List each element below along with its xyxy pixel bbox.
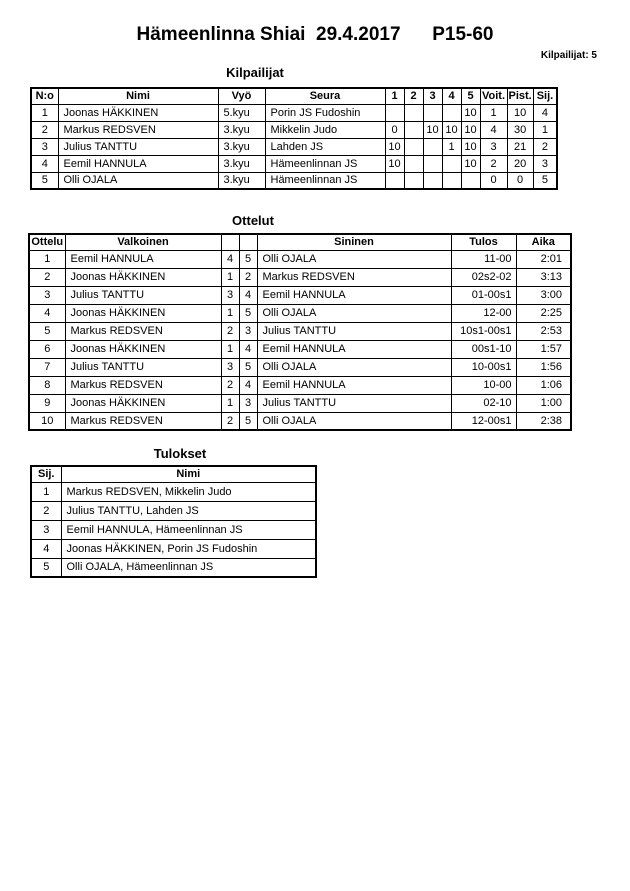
white-fighter-name: Julius TANTTU [65, 358, 221, 376]
white-fighter-name: Joonas HÄKKINEN [65, 394, 221, 412]
competitor-belt: 5.kyu [218, 104, 265, 121]
match-number: 7 [29, 358, 65, 376]
match-time: 1:56 [516, 358, 571, 376]
blue-fighter-number: 5 [239, 304, 257, 322]
tulokset-table [30, 465, 317, 578]
blue-fighter-name: Eemil HANNULA [257, 340, 451, 358]
result-vs-1: 0 [385, 121, 404, 138]
match-time: 1:00 [516, 394, 571, 412]
result-vs-5: 10 [461, 155, 480, 172]
table-row [29, 322, 571, 340]
col-header-3: 3 [423, 88, 442, 104]
table-row [31, 501, 316, 520]
blue-fighter-name: Julius TANTTU [257, 322, 451, 340]
match-number: 4 [29, 304, 65, 322]
match-result: 10s1-00s1 [451, 322, 516, 340]
col-header-place: Sij. [533, 88, 557, 104]
competitor-no: 1 [31, 104, 58, 121]
result-vs-3 [423, 104, 442, 121]
table-row [29, 250, 571, 268]
blue-fighter-number: 4 [239, 376, 257, 394]
col-header-blue-number [239, 234, 257, 250]
match-result: 10-00 [451, 376, 516, 394]
points-cell: 0 [507, 172, 533, 189]
match-result: 11-00 [451, 250, 516, 268]
white-fighter-number: 1 [221, 268, 239, 286]
table-row [29, 376, 571, 394]
competitor-no: 3 [31, 138, 58, 155]
match-number: 6 [29, 340, 65, 358]
match-number: 1 [29, 250, 65, 268]
blue-fighter-name: Olli OJALA [257, 412, 451, 430]
competitor-club: Hämeenlinnan JS [265, 172, 385, 189]
competitor-club: Lahden JS [265, 138, 385, 155]
kilpailijat-heading: Kilpailijat [226, 65, 284, 80]
match-result: 02-10 [451, 394, 516, 412]
white-fighter-number: 3 [221, 286, 239, 304]
col-header-name: Nimi [58, 88, 218, 104]
col-header-result: Tulos [451, 234, 516, 250]
white-fighter-name: Joonas HÄKKINEN [65, 340, 221, 358]
blue-fighter-name: Eemil HANNULA [257, 286, 451, 304]
blue-fighter-name: Olli OJALA [257, 250, 451, 268]
page-title: Hämeenlinna Shiai 29.4.2017 P15-60 [136, 24, 494, 45]
result-vs-1: 10 [385, 138, 404, 155]
table-row [29, 340, 571, 358]
competitor-count: Kilpailijat: 5 [540, 50, 597, 61]
blue-fighter-number: 4 [239, 286, 257, 304]
competitor-club: Porin JS Fudoshin [265, 104, 385, 121]
match-number: 8 [29, 376, 65, 394]
col-header-points: Pist. [507, 88, 533, 104]
competitor-name: Joonas HÄKKINEN [58, 104, 218, 121]
result-vs-5 [461, 172, 480, 189]
competitor-belt: 3.kyu [218, 138, 265, 155]
match-time: 2:53 [516, 322, 571, 340]
result-vs-4 [442, 172, 461, 189]
competitor-belt: 3.kyu [218, 121, 265, 138]
result-vs-5: 10 [461, 121, 480, 138]
result-vs-3 [423, 172, 442, 189]
match-time: 3:13 [516, 268, 571, 286]
blue-fighter-name: Julius TANTTU [257, 394, 451, 412]
col-header-name: Nimi [61, 466, 316, 482]
points-cell: 21 [507, 138, 533, 155]
col-header-5: 5 [461, 88, 480, 104]
result-vs-5: 10 [461, 104, 480, 121]
competitor-belt: 3.kyu [218, 155, 265, 172]
white-fighter-number: 3 [221, 358, 239, 376]
result-vs-4 [442, 155, 461, 172]
table-row [31, 121, 557, 138]
competitor-no: 5 [31, 172, 58, 189]
ottelut-table [28, 233, 572, 431]
match-number: 5 [29, 322, 65, 340]
blue-fighter-number: 2 [239, 268, 257, 286]
col-header-club: Seura [265, 88, 385, 104]
place-cell: 3 [533, 155, 557, 172]
final-name: Joonas HÄKKINEN, Porin JS Fudoshin [61, 539, 316, 558]
white-fighter-number: 2 [221, 322, 239, 340]
match-time: 1:06 [516, 376, 571, 394]
col-header-white-number [221, 234, 239, 250]
result-vs-1 [385, 172, 404, 189]
table-header-row [31, 466, 316, 482]
table-row [29, 394, 571, 412]
blue-fighter-name: Olli OJALA [257, 358, 451, 376]
result-vs-2 [404, 138, 423, 155]
match-number: 3 [29, 286, 65, 304]
white-fighter-name: Markus REDSVEN [65, 376, 221, 394]
table-row [29, 304, 571, 322]
col-header-place: Sij. [31, 466, 61, 482]
competitor-belt: 3.kyu [218, 172, 265, 189]
col-header-blue: Sininen [257, 234, 451, 250]
ottelut-heading: Ottelut [232, 213, 274, 228]
blue-fighter-name: Eemil HANNULA [257, 376, 451, 394]
competitor-name: Olli OJALA [58, 172, 218, 189]
white-fighter-name: Markus REDSVEN [65, 412, 221, 430]
wins-cell: 3 [480, 138, 507, 155]
match-time: 2:25 [516, 304, 571, 322]
table-header-row [29, 234, 571, 250]
col-header-match: Ottelu [29, 234, 65, 250]
match-result: 10-00s1 [451, 358, 516, 376]
competitor-no: 4 [31, 155, 58, 172]
result-vs-3 [423, 138, 442, 155]
match-number: 2 [29, 268, 65, 286]
place-cell: 1 [533, 121, 557, 138]
match-time: 1:57 [516, 340, 571, 358]
wins-cell: 4 [480, 121, 507, 138]
table-row [31, 155, 557, 172]
col-header-wins: Voit. [480, 88, 507, 104]
result-vs-2 [404, 172, 423, 189]
white-fighter-name: Joonas HÄKKINEN [65, 304, 221, 322]
col-header-time: Aika [516, 234, 571, 250]
match-time: 2:01 [516, 250, 571, 268]
final-name: Eemil HANNULA, Hämeenlinnan JS [61, 520, 316, 539]
white-fighter-name: Julius TANTTU [65, 286, 221, 304]
white-fighter-number: 2 [221, 376, 239, 394]
wins-cell: 1 [480, 104, 507, 121]
result-vs-4 [442, 104, 461, 121]
wins-cell: 0 [480, 172, 507, 189]
kilpailijat-table [30, 87, 558, 190]
white-fighter-number: 4 [221, 250, 239, 268]
competitor-club: Hämeenlinnan JS [265, 155, 385, 172]
blue-fighter-number: 5 [239, 358, 257, 376]
competitor-name: Eemil HANNULA [58, 155, 218, 172]
final-place: 5 [31, 558, 61, 577]
result-vs-4: 1 [442, 138, 461, 155]
result-vs-1: 10 [385, 155, 404, 172]
table-row [31, 539, 316, 558]
place-cell: 5 [533, 172, 557, 189]
col-header-white: Valkoinen [65, 234, 221, 250]
col-header-belt: Vyö [218, 88, 265, 104]
match-time: 3:00 [516, 286, 571, 304]
col-header-no: N:o [31, 88, 58, 104]
white-fighter-number: 1 [221, 340, 239, 358]
final-place: 4 [31, 539, 61, 558]
result-vs-2 [404, 121, 423, 138]
white-fighter-number: 2 [221, 412, 239, 430]
white-fighter-number: 1 [221, 304, 239, 322]
competitor-no: 2 [31, 121, 58, 138]
table-header-row [31, 88, 557, 104]
result-vs-1 [385, 104, 404, 121]
table-row [31, 482, 316, 501]
result-vs-2 [404, 104, 423, 121]
points-cell: 30 [507, 121, 533, 138]
tulokset-heading: Tulokset [153, 446, 207, 461]
competitor-club: Mikkelin Judo [265, 121, 385, 138]
wins-cell: 2 [480, 155, 507, 172]
white-fighter-name: Joonas HÄKKINEN [65, 268, 221, 286]
competitor-name: Markus REDSVEN [58, 121, 218, 138]
result-vs-5: 10 [461, 138, 480, 155]
col-header-4: 4 [442, 88, 461, 104]
blue-fighter-name: Olli OJALA [257, 304, 451, 322]
table-row [31, 172, 557, 189]
final-name: Olli OJALA, Hämeenlinnan JS [61, 558, 316, 577]
final-place: 3 [31, 520, 61, 539]
result-vs-2 [404, 155, 423, 172]
blue-fighter-name: Markus REDSVEN [257, 268, 451, 286]
blue-fighter-number: 4 [239, 340, 257, 358]
final-place: 1 [31, 482, 61, 501]
blue-fighter-number: 5 [239, 412, 257, 430]
table-row [31, 138, 557, 155]
blue-fighter-number: 3 [239, 322, 257, 340]
table-row [31, 558, 316, 577]
table-row [29, 358, 571, 376]
match-result: 02s2-02 [451, 268, 516, 286]
result-vs-4: 10 [442, 121, 461, 138]
points-cell: 10 [507, 104, 533, 121]
table-row [29, 268, 571, 286]
white-fighter-name: Markus REDSVEN [65, 322, 221, 340]
match-result: 12-00 [451, 304, 516, 322]
final-name: Markus REDSVEN, Mikkelin Judo [61, 482, 316, 501]
match-result: 00s1-10 [451, 340, 516, 358]
table-row [29, 286, 571, 304]
match-number: 10 [29, 412, 65, 430]
final-name: Julius TANTTU, Lahden JS [61, 501, 316, 520]
points-cell: 20 [507, 155, 533, 172]
col-header-2: 2 [404, 88, 423, 104]
blue-fighter-number: 5 [239, 250, 257, 268]
place-cell: 2 [533, 138, 557, 155]
white-fighter-number: 1 [221, 394, 239, 412]
competitor-name: Julius TANTTU [58, 138, 218, 155]
col-header-1: 1 [385, 88, 404, 104]
final-place: 2 [31, 501, 61, 520]
match-time: 2:38 [516, 412, 571, 430]
place-cell: 4 [533, 104, 557, 121]
result-vs-3: 10 [423, 121, 442, 138]
table-row [31, 520, 316, 539]
match-number: 9 [29, 394, 65, 412]
result-vs-3 [423, 155, 442, 172]
table-row [31, 104, 557, 121]
table-row [29, 412, 571, 430]
match-result: 12-00s1 [451, 412, 516, 430]
blue-fighter-number: 3 [239, 394, 257, 412]
match-result: 01-00s1 [451, 286, 516, 304]
white-fighter-name: Eemil HANNULA [65, 250, 221, 268]
